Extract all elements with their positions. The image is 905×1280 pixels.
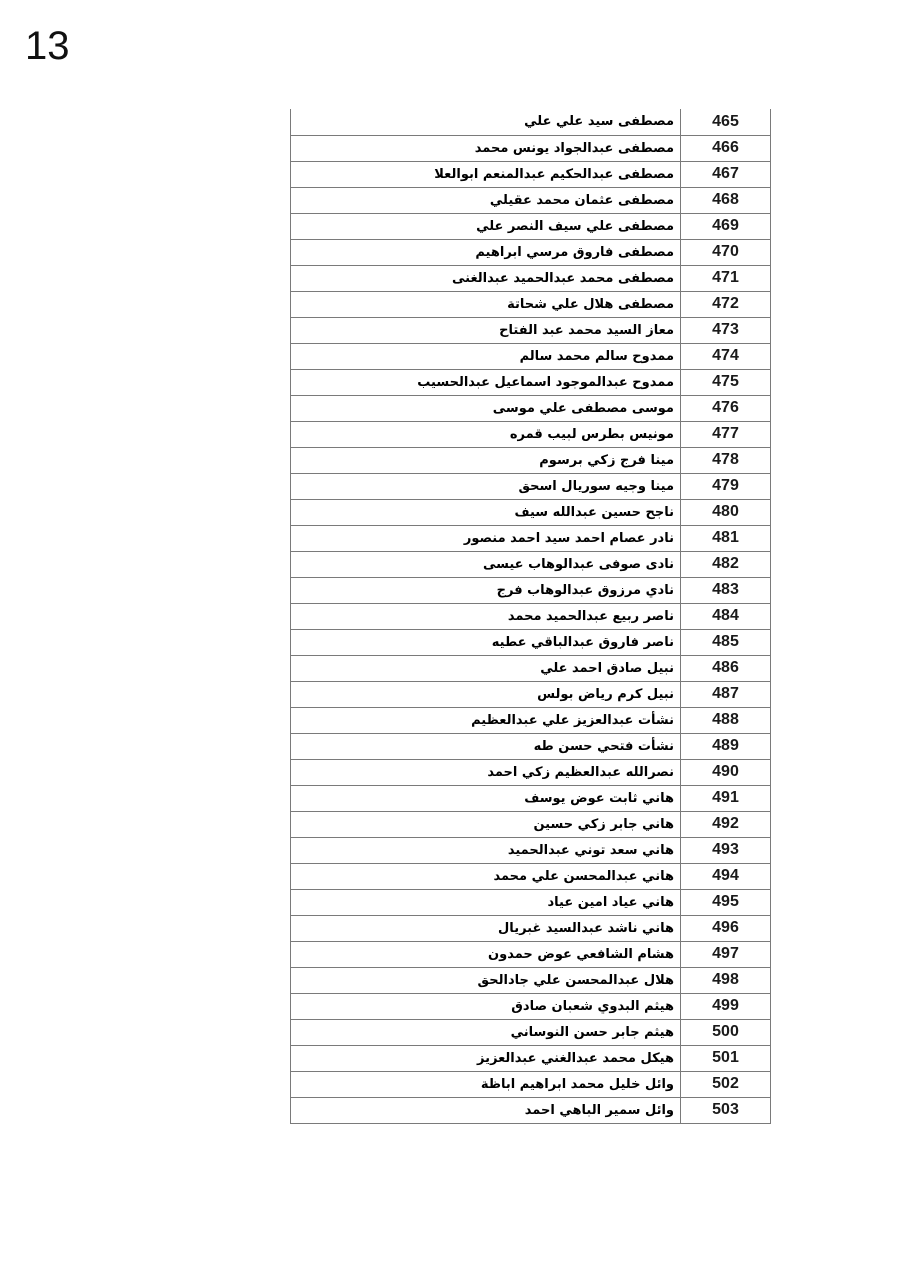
- table-row: [291, 655, 771, 681]
- person-name-cell: ممدوح عبدالموجود اسماعيل عبدالحسيب: [291, 369, 681, 395]
- person-name-cell: ناصر فاروق عبدالباقي عطيه: [291, 629, 681, 655]
- serial-number-cell: 494: [681, 863, 771, 889]
- serial-number-cell: 469: [681, 213, 771, 239]
- table-row: [291, 993, 771, 1019]
- table-row: [291, 291, 771, 317]
- person-name-cell: مصطفى فاروق مرسي ابراهيم: [291, 239, 681, 265]
- table-row: [291, 421, 771, 447]
- table-row: [291, 161, 771, 187]
- person-name-cell: هاني عبدالمحسن علي محمد: [291, 863, 681, 889]
- table-row: [291, 369, 771, 395]
- person-name-cell: مصطفى محمد عبدالحميد عبدالغنى: [291, 265, 681, 291]
- person-name-cell: وائل خليل محمد ابراهيم اباظة: [291, 1071, 681, 1097]
- serial-number-cell: 497: [681, 941, 771, 967]
- table-row: [291, 265, 771, 291]
- serial-number-cell: 466: [681, 135, 771, 161]
- person-name-cell: نشأت عبدالعزيز علي عبدالعظيم: [291, 707, 681, 733]
- serial-number-cell: 468: [681, 187, 771, 213]
- table-row: [291, 603, 771, 629]
- person-name-cell: وائل سمير الباهي احمد: [291, 1097, 681, 1123]
- serial-number-cell: 473: [681, 317, 771, 343]
- table-row: [291, 135, 771, 161]
- table-row: [291, 837, 771, 863]
- table-row: [291, 681, 771, 707]
- person-name-cell: نشأت فتحي حسن طه: [291, 733, 681, 759]
- table-row: [291, 785, 771, 811]
- person-name-cell: نبيل صادق احمد علي: [291, 655, 681, 681]
- names-table-body: [291, 109, 771, 1123]
- serial-number-cell: 477: [681, 421, 771, 447]
- person-name-cell: هاني عياد امين عياد: [291, 889, 681, 915]
- serial-number-cell: 484: [681, 603, 771, 629]
- person-name-cell: ناجح حسين عبدالله سيف: [291, 499, 681, 525]
- serial-number-cell: 475: [681, 369, 771, 395]
- table-row: [291, 967, 771, 993]
- table-row: [291, 447, 771, 473]
- table-row: [291, 1045, 771, 1071]
- serial-number-cell: 482: [681, 551, 771, 577]
- table-row: [291, 733, 771, 759]
- serial-number-cell: 502: [681, 1071, 771, 1097]
- serial-number-cell: 479: [681, 473, 771, 499]
- serial-number-cell: 470: [681, 239, 771, 265]
- serial-number-cell: 486: [681, 655, 771, 681]
- serial-number-cell: 487: [681, 681, 771, 707]
- person-name-cell: نصرالله عبدالعظيم زكي احمد: [291, 759, 681, 785]
- table-row: [291, 1097, 771, 1123]
- serial-number-cell: 489: [681, 733, 771, 759]
- serial-number-cell: 465: [681, 109, 771, 135]
- serial-number-cell: 503: [681, 1097, 771, 1123]
- serial-number-cell: 496: [681, 915, 771, 941]
- names-table: [290, 109, 771, 1124]
- table-row: [291, 1071, 771, 1097]
- serial-number-cell: 474: [681, 343, 771, 369]
- person-name-cell: مصطفى هلال علي شحاتة: [291, 291, 681, 317]
- table-row: [291, 577, 771, 603]
- serial-number-cell: 472: [681, 291, 771, 317]
- person-name-cell: نادى صوفى عبدالوهاب عيسى: [291, 551, 681, 577]
- serial-number-cell: 499: [681, 993, 771, 1019]
- table-row: [291, 109, 771, 135]
- person-name-cell: نادي مرزوق عبدالوهاب فرج: [291, 577, 681, 603]
- table-row: [291, 499, 771, 525]
- serial-number-cell: 488: [681, 707, 771, 733]
- table-row: [291, 395, 771, 421]
- person-name-cell: هيكل محمد عبدالغني عبدالعزيز: [291, 1045, 681, 1071]
- table-row: [291, 863, 771, 889]
- serial-number-cell: 495: [681, 889, 771, 915]
- serial-number-cell: 471: [681, 265, 771, 291]
- person-name-cell: مصطفى عثمان محمد عقيلي: [291, 187, 681, 213]
- table-row: [291, 889, 771, 915]
- person-name-cell: مونيس بطرس لبيب قمره: [291, 421, 681, 447]
- serial-number-cell: 498: [681, 967, 771, 993]
- person-name-cell: مينا فرج زكي برسوم: [291, 447, 681, 473]
- person-name-cell: هاني ناشد عبدالسيد غبريال: [291, 915, 681, 941]
- person-name-cell: هيثم البدوي شعبان صادق: [291, 993, 681, 1019]
- person-name-cell: معاز السيد محمد عبد الفتاح: [291, 317, 681, 343]
- serial-number-cell: 467: [681, 161, 771, 187]
- table-row: [291, 239, 771, 265]
- serial-number-cell: 481: [681, 525, 771, 551]
- page-number: 13: [25, 24, 70, 68]
- person-name-cell: هلال عبدالمحسن علي جادالحق: [291, 967, 681, 993]
- serial-number-cell: 483: [681, 577, 771, 603]
- person-name-cell: هاني جابر زكي حسين: [291, 811, 681, 837]
- person-name-cell: هاني سعد توني عبدالحميد: [291, 837, 681, 863]
- serial-number-cell: 476: [681, 395, 771, 421]
- serial-number-cell: 500: [681, 1019, 771, 1045]
- person-name-cell: مصطفى عبدالجواد يونس محمد: [291, 135, 681, 161]
- person-name-cell: مصطفى عبدالحكيم عبدالمنعم ابوالعلا: [291, 161, 681, 187]
- table-row: [291, 525, 771, 551]
- table-row: [291, 707, 771, 733]
- table-row: [291, 213, 771, 239]
- person-name-cell: نادر عصام احمد سيد احمد منصور: [291, 525, 681, 551]
- serial-number-cell: 490: [681, 759, 771, 785]
- table-row: [291, 811, 771, 837]
- serial-number-cell: 492: [681, 811, 771, 837]
- person-name-cell: مينا وجيه سوريال اسحق: [291, 473, 681, 499]
- serial-number-cell: 485: [681, 629, 771, 655]
- person-name-cell: ممدوح سالم محمد سالم: [291, 343, 681, 369]
- table-row: [291, 187, 771, 213]
- table-row: [291, 473, 771, 499]
- person-name-cell: مصطفى علي سيف النصر علي: [291, 213, 681, 239]
- person-name-cell: نبيل كرم رياض بولس: [291, 681, 681, 707]
- person-name-cell: هيثم جابر حسن النوساني: [291, 1019, 681, 1045]
- table-row: [291, 915, 771, 941]
- serial-number-cell: 480: [681, 499, 771, 525]
- table-row: [291, 941, 771, 967]
- table-row: [291, 1019, 771, 1045]
- table-row: [291, 551, 771, 577]
- person-name-cell: ناصر ربيع عبدالحميد محمد: [291, 603, 681, 629]
- table-row: [291, 759, 771, 785]
- person-name-cell: موسى مصطفى علي موسى: [291, 395, 681, 421]
- person-name-cell: هشام الشافعي عوض حمدون: [291, 941, 681, 967]
- table-row: [291, 343, 771, 369]
- table-row: [291, 317, 771, 343]
- serial-number-cell: 478: [681, 447, 771, 473]
- table-row: [291, 629, 771, 655]
- serial-number-cell: 501: [681, 1045, 771, 1071]
- serial-number-cell: 491: [681, 785, 771, 811]
- serial-number-cell: 493: [681, 837, 771, 863]
- person-name-cell: مصطفى سيد علي علي: [291, 109, 681, 135]
- person-name-cell: هاني ثابت عوض يوسف: [291, 785, 681, 811]
